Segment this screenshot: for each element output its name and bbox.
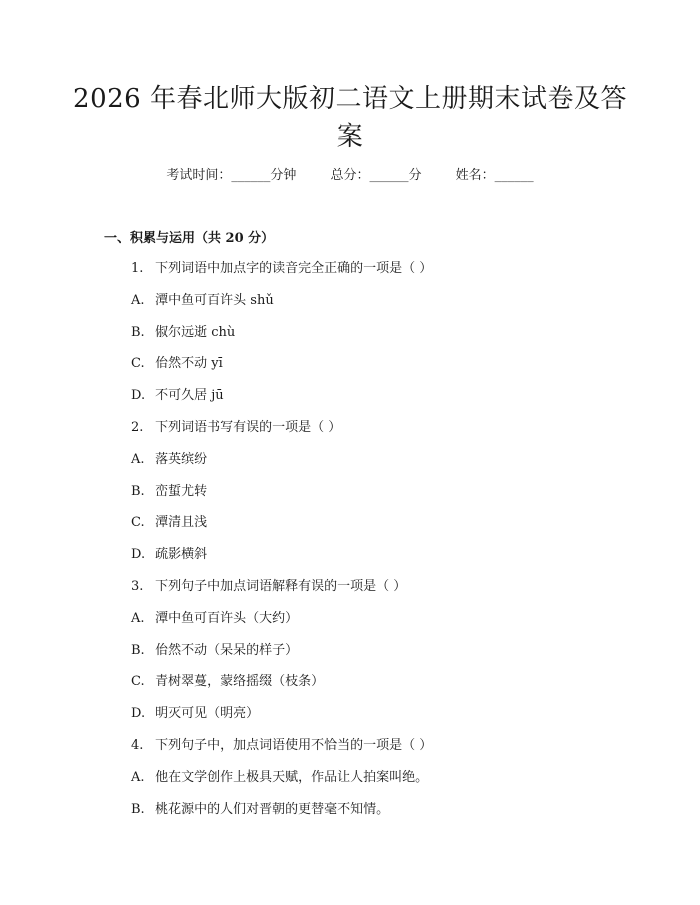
option-letter: A. xyxy=(131,610,145,626)
question-text: 下列词语中加点字的读音完全正确的一项是（ ） xyxy=(155,261,433,276)
option-letter: C. xyxy=(131,356,145,372)
question-number: 3. xyxy=(131,578,144,594)
question-number: 1. xyxy=(131,261,144,276)
answer-option xyxy=(131,672,651,704)
answer-option xyxy=(131,386,651,418)
total-score-unit: 分 xyxy=(408,168,422,183)
question-text: 下列词语书写有误的一项是（ ） xyxy=(155,419,342,435)
answer-option xyxy=(131,609,651,641)
option-text: 峦蜇尤转 xyxy=(155,483,208,499)
exam-info-line xyxy=(0,166,700,186)
exam-time-field xyxy=(166,166,296,186)
answer-option xyxy=(131,800,651,832)
option-text: 潭清且浅 xyxy=(155,515,208,531)
name-blank: ______ xyxy=(494,168,534,183)
question-number: 2. xyxy=(131,419,144,435)
answer-option xyxy=(131,513,651,545)
name-label: 姓名： xyxy=(455,168,495,183)
total-score-field xyxy=(330,166,421,186)
document-title: 2026 年春北师大版初二语文上册期末试卷及答案 xyxy=(73,84,627,152)
option-text: 明灭可见（明亮） xyxy=(155,706,260,722)
answer-option xyxy=(131,704,651,736)
question-list xyxy=(131,259,651,831)
option-text: 青树翠蔓，蒙络摇缀（枝条） xyxy=(155,674,325,690)
option-text: 潭中鱼可百许头 shǔ xyxy=(155,292,274,308)
option-text: 落英缤纷 xyxy=(155,451,208,467)
answer-option xyxy=(131,641,651,673)
option-letter: B. xyxy=(131,642,145,658)
name-field xyxy=(456,166,534,186)
answer-option xyxy=(131,768,651,800)
option-letter: B. xyxy=(131,324,145,340)
option-letter: C. xyxy=(131,674,145,690)
answer-option xyxy=(131,323,651,355)
option-text: 他在文学创作上极具天赋，作品让人拍案叫绝。 xyxy=(155,769,429,785)
option-text: 疏影横斜 xyxy=(155,547,208,563)
answer-option xyxy=(131,545,651,577)
section-heading: 一、积累与运用（共 20 分） xyxy=(104,231,275,246)
option-letter: B. xyxy=(131,483,145,499)
option-letter: A. xyxy=(131,292,145,308)
answer-option xyxy=(131,450,651,482)
option-letter: A. xyxy=(131,451,145,467)
exam-time-blank: ______ xyxy=(231,168,271,183)
answer-option xyxy=(131,291,651,323)
option-text: 佁然不动（呆呆的样子） xyxy=(155,642,299,658)
answer-option xyxy=(131,354,651,386)
option-letter: C. xyxy=(131,515,145,531)
exam-time-unit: 分钟 xyxy=(270,168,297,183)
option-letter: D. xyxy=(131,388,146,404)
option-letter: D. xyxy=(131,706,146,722)
option-text: 俶尔远逝 chù xyxy=(155,324,236,340)
question-stem xyxy=(131,736,651,768)
question-text: 下列句子中，加点词语使用不恰当的一项是（ ） xyxy=(155,737,433,753)
option-letter: B. xyxy=(131,801,145,817)
exam-time-label: 考试时间： xyxy=(166,168,232,183)
question-stem xyxy=(131,259,651,291)
total-score-blank: ______ xyxy=(369,168,409,183)
question-text: 下列句子中加点词语解释有误的一项是（ ） xyxy=(155,578,407,594)
option-text: 佁然不动 yī xyxy=(155,356,223,372)
question-stem xyxy=(131,418,651,450)
question-number: 4. xyxy=(131,737,144,753)
option-text: 潭中鱼可百许头（大约） xyxy=(155,610,299,626)
answer-option xyxy=(131,482,651,514)
option-text: 不可久居 jū xyxy=(155,388,224,404)
option-letter: D. xyxy=(131,547,146,563)
option-letter: A. xyxy=(131,769,145,785)
total-score-label: 总分： xyxy=(330,168,370,183)
option-text: 桃花源中的人们对晋朝的更替毫不知情。 xyxy=(155,801,390,817)
question-stem xyxy=(131,577,651,609)
